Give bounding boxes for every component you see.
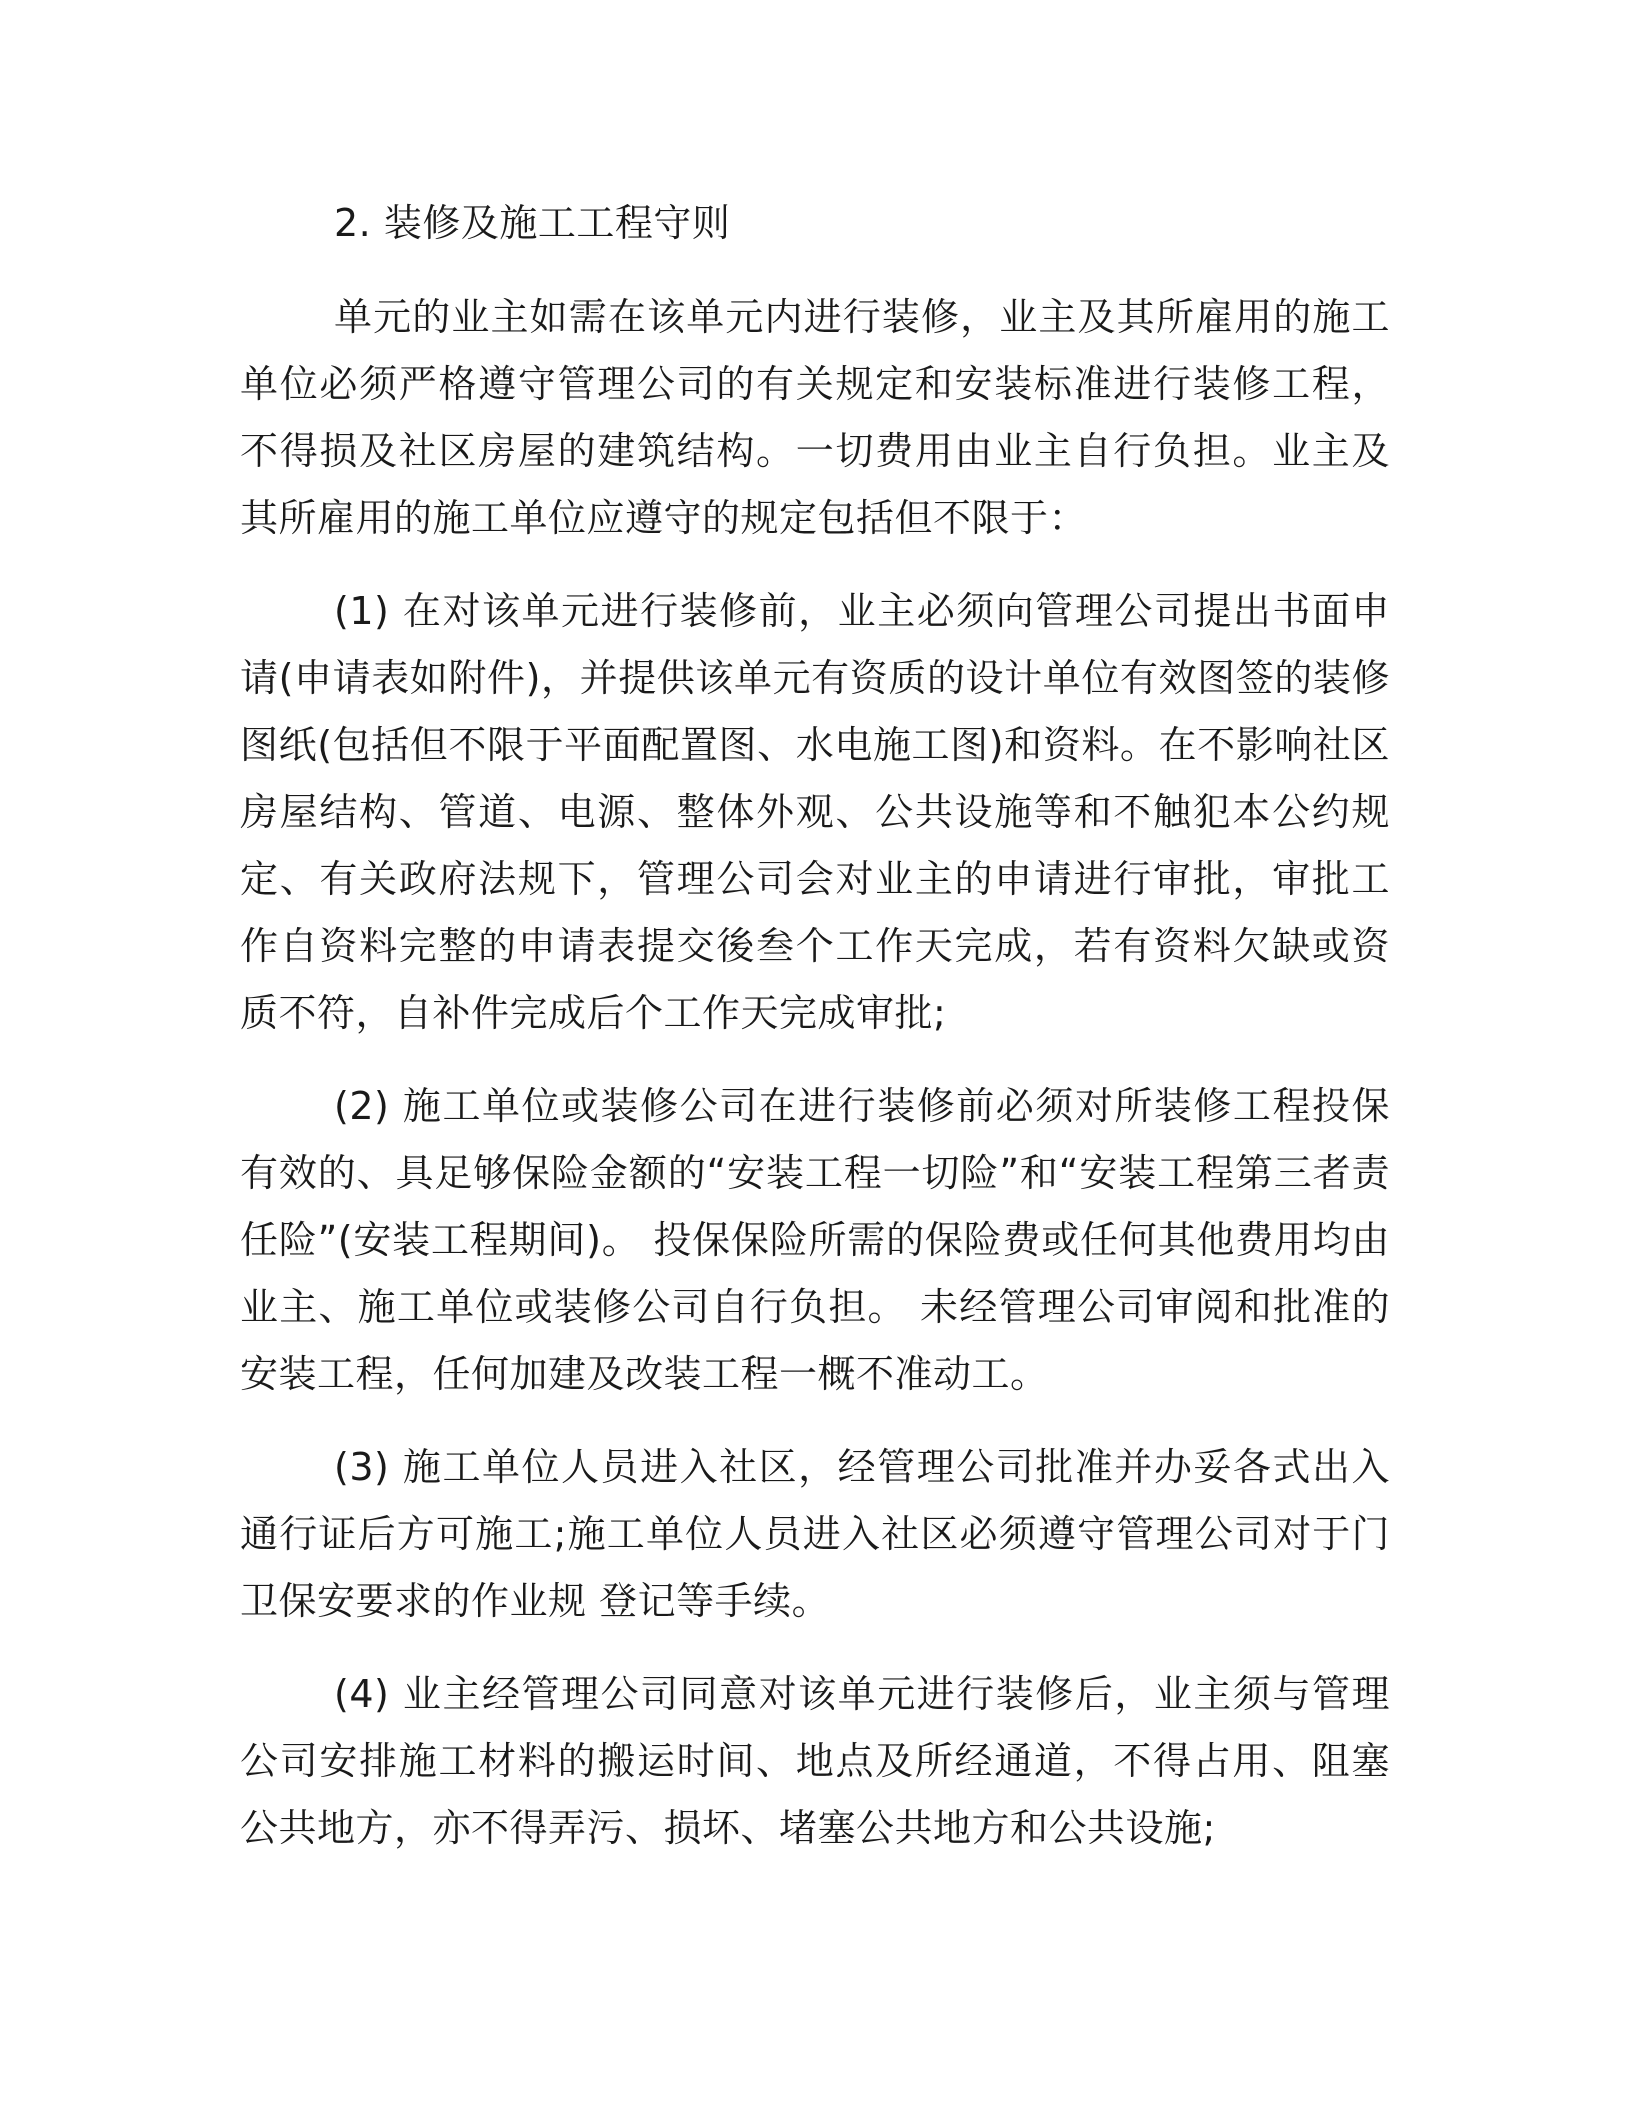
rule-item-1: (1) 在对该单元进行装修前，业主必须向管理公司提出书面申请(申请表如附件)，并提供该单元有资质的设计单位有效图签的装修图纸(包括但不限于平面配置图、水电施工图)和资料。在不影响社区房屋结构、管道、电源、整体外观、公共设施等和不触犯本公约规定、有关政府法规下，管理公司会对业主的申请进行审批，审批工作自资料完整的申请表提交後叁个工作天完成，若有资料欠缺或资质不符，自补件完成后个工作天完成审批;: [240, 589, 1390, 1035]
document-content: [240, 190, 1390, 1888]
intro-paragraph: 单元的业主如需在该单元内进行装修，业主及其所雇用的施工单位必须严格遵守管理公司的有关规定和安装标准进行装修工程，不得损及社区房屋的建筑结构。一切费用由业主自行负担。业主及其所雇用的施工单位应遵守的规定包括但不限于：: [240, 295, 1390, 540]
section-heading: 2. 装修及施工工程守则: [334, 201, 731, 245]
rule-item-2: (2) 施工单位或装修公司在进行装修前必须对所装修工程投保有效的、具足够保险金额的“安装工程一切险”和“安装工程第三者责任险”(安装工程期间)。 投保保险所需的保险费或任何其他费用均由业主、施工单位或装修公司自行负担。 未经管理公司审阅和批准的安装工程，任何加建及改装工程一概不准动工。: [240, 1084, 1390, 1396]
rule-item-3: (3) 施工单位人员进入社区，经管理公司批准并办妥各式出入通行证后方可施工;施工单位人员进入社区必须遵守管理公司对于门卫保安要求的作业规 登记等手续。: [240, 1445, 1390, 1623]
rule-item-4: (4) 业主经管理公司同意对该单元进行装修后，业主须与管理公司安排施工材料的搬运时间、地点及所经通道，不得占用、阻塞公共地方，亦不得弄污、损坏、堵塞公共地方和公共设施;: [240, 1672, 1390, 1850]
